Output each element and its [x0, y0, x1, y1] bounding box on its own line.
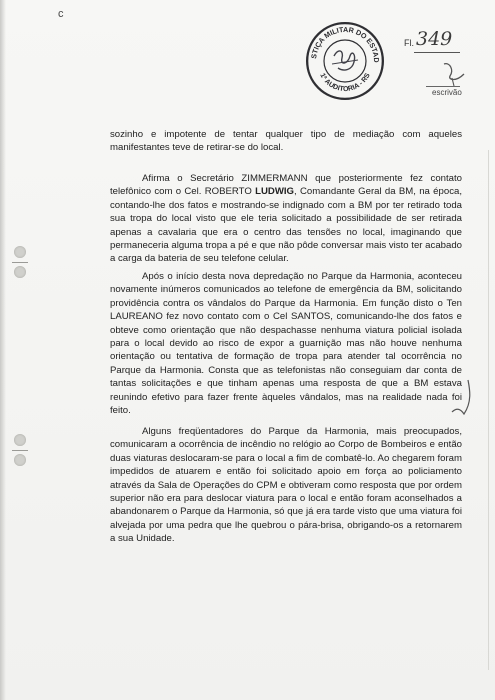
corner-mark: c	[58, 8, 64, 20]
signature-scribble	[334, 51, 355, 70]
paragraph-2-text-a: Afirma o Secretário ZIMMERMANN que posteriormente fez contato telefônico com o Cel. ROBERTO	[110, 173, 462, 198]
paragraph-2-text-b: , Comandante Geral da BM, na época, contando-lhe dos fatos e mostrando-se indignado com a BM por ter retirado toda sua tropa do local visto que ele teria solicitado a possibilidade de ser retirada apenas a cavalaria que era o centro das tensões no local, imaginando que permaneceria alguma tropa a pé e que não pôde conversar mais visto ter acabado a carga da bateria de seu telefone celular.	[110, 186, 462, 265]
hole-tick	[12, 450, 28, 451]
binder-hole	[14, 246, 26, 258]
paragraph-4: Alguns freqüentadores do Parque da Harmonia, mais preocupados, comunicaram a ocorrência de incêndio no relógio ao Corpo de Bombeiros e então duas viaturas deslocaram-se para o local a fim de combatê-lo. Ao chegarem foram impedidos de atuarem e então foi solicitado apoio em força ao policiamento através da Sala de Operações do CPM e obtiveram como resposta que por ordem superior não era para deslocar viatura para o local e então foram aconselhados a abandonarem o Parque da Harmonia, só que já era tarde visto que uma viatura foi alvejada por uma pedra que lhe quebrou o pára-brisa, obrigando-os a retornarem a sua Unidade.	[110, 426, 462, 545]
binder-hole	[14, 434, 26, 446]
paragraph-2-bold-name: LUDWIG	[255, 186, 295, 198]
paragraph-1: sozinho e impotente de tentar qualquer tipo de mediação com aqueles manifestantes teve de retirar-se do local.	[110, 129, 462, 154]
hole-tick	[12, 262, 28, 263]
stamp-ring-top: STIÇA MILITAR DO ESTAD	[309, 24, 382, 63]
folio-label: Fl.	[404, 38, 414, 48]
escrivao-label: escrivão	[432, 88, 462, 97]
court-stamp	[304, 20, 386, 102]
stamp-ring-bottom: 1ª AUDITORIA - RS	[318, 72, 372, 94]
binder-hole	[14, 266, 26, 278]
folio-number: 349	[416, 28, 453, 50]
escrivao-underline	[426, 86, 460, 87]
scan-edge-shadow	[0, 0, 6, 700]
folio-underline	[414, 52, 460, 53]
margin-check-mark	[450, 378, 476, 418]
paragraph-2	[110, 172, 462, 266]
initials-scribble	[440, 60, 470, 88]
binder-hole	[14, 454, 26, 466]
page-crease	[488, 150, 489, 670]
paragraph-3: Após o início desta nova depredação no Parque da Harmonia, aconteceu novamente inúmeros comunicados ao telefone de emergência da BM, solicitando providência contra os vândalos do Parque da Harmonia. Em função disto o Ten LAUREANO fez novo contato com o Cel SANTOS, comunicando-lhe dos fatos e obteve como orientação que não despachasse nenhuma viatura policial isolada para o local devido ao risco de expor a guarnição mas não houve nenhuma orientação ou tentativa de formação de tropa para atender tal ocorrência no Parque da Harmonia. Consta que as telefonistas não conseguiam dar conta de tantas solicitações e que tinham apenas uma resposta de que a BM estava reunindo efetivo para fazer frente àqueles vândalos, mas na realidade nada foi feito.	[110, 271, 462, 417]
